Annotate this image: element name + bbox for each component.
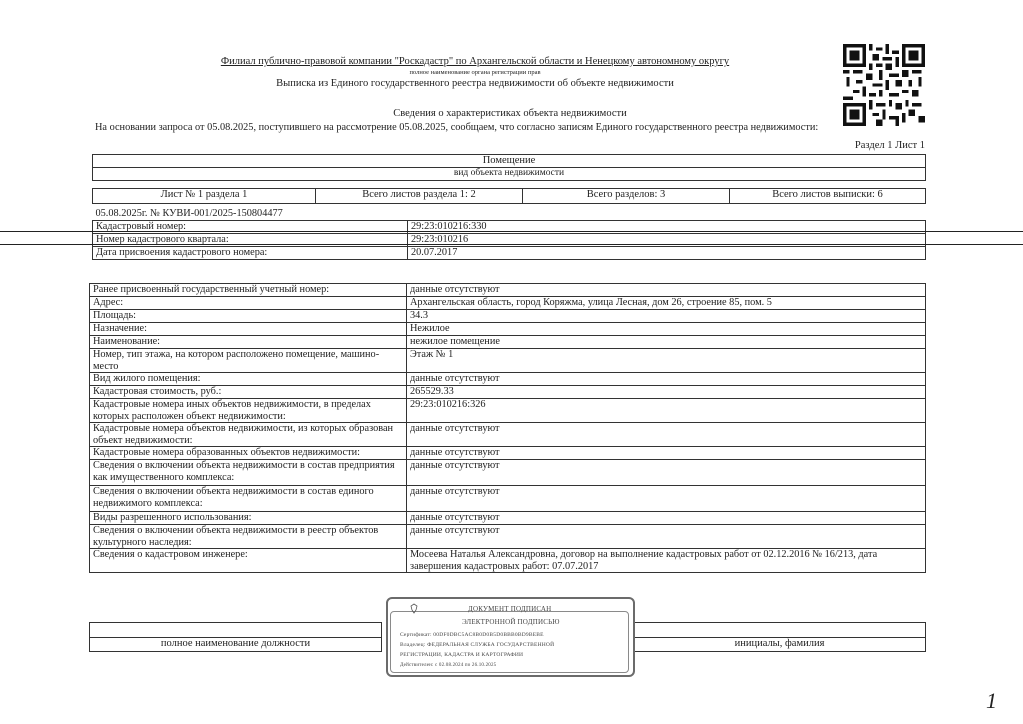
stamp-line5: РЕГИСТРАЦИИ, КАДАСТРА И КАРТОГРАФИИ bbox=[400, 652, 524, 658]
sheets-in-section: Всего листов раздела 1: 2 bbox=[316, 189, 523, 204]
org-caption: полное наименование органа регистрации прав bbox=[409, 69, 541, 76]
extract-subtitle: Сведения о характеристиках объекта недвижимости bbox=[393, 108, 627, 119]
org-name: Филиал публично-правовой компании "Роскадастр" по Архангельской области и Ненецкому автономному округу bbox=[220, 56, 730, 67]
stamp-line1: ДОКУМЕНТ ПОДПИСАН bbox=[468, 605, 552, 613]
row-value: 20.07.2017 bbox=[408, 246, 926, 259]
total-sections: Всего разделов: 3 bbox=[523, 189, 730, 204]
object-type-table bbox=[92, 154, 926, 181]
position-cell bbox=[90, 623, 382, 638]
stamp-line4: Владелец: ФЕДЕРАЛЬНАЯ СЛУЖБА ГОСУДАРСТВЕННОЙ bbox=[400, 642, 555, 648]
row-label: Сведения о кадастровом инженере: bbox=[90, 549, 407, 573]
emblem-icon bbox=[408, 603, 420, 615]
basis-text: На основании запроса от 05.08.2025, поступившего на рассмотрение 05.08.2025, сообщаем, что согласно записям Единого государственного реестра недвижимости: bbox=[95, 122, 819, 133]
row-label: Ранее присвоенный государственный учетный номер: bbox=[90, 284, 407, 297]
row-label: Дата присвоения кадастрового номера: bbox=[93, 246, 408, 259]
row-label: Кадастровые номера образованных объектов недвижимости: bbox=[90, 447, 407, 460]
row-label: Виды разрешенного использования: bbox=[90, 512, 407, 525]
row-value: Этаж № 1 bbox=[407, 349, 926, 373]
name-cell bbox=[634, 623, 926, 638]
total-sheets: Всего листов выписки: 6 bbox=[730, 189, 926, 204]
sheet-info-table bbox=[92, 188, 926, 204]
row-label: Номер, тип этажа, на котором расположено помещение, машино-место bbox=[90, 349, 407, 373]
row-value: данные отсутствуют bbox=[407, 284, 926, 297]
page-mark: 1 bbox=[986, 688, 997, 713]
row-value: 34.3 bbox=[407, 310, 926, 323]
row-value: 29:23:010216 bbox=[408, 233, 926, 246]
row-value: данные отсутствуют bbox=[407, 512, 926, 525]
object-type: Помещение bbox=[93, 155, 926, 168]
row-label: Сведения о включении объекта недвижимости в состав предприятия как имущественного комплекса: bbox=[90, 460, 407, 486]
section-label: Раздел 1 Лист 1 bbox=[854, 140, 925, 151]
position-caption: полное наименование должности bbox=[90, 638, 382, 652]
row-label: Кадастровый номер: bbox=[93, 220, 408, 233]
row-label: Назначение: bbox=[90, 323, 407, 336]
row-value: Мосеева Наталья Александровна, договор на выполнение кадастровых работ от 02.12.2016 № 16/213, дата завершения кадастровых работ: 07.07.2017 bbox=[407, 549, 926, 573]
row-value: данные отсутствуют bbox=[407, 486, 926, 512]
row-label: Вид жилого помещения: bbox=[90, 373, 407, 386]
row-value: данные отсутствуют bbox=[407, 423, 926, 447]
row-label: Наименование: bbox=[90, 336, 407, 349]
stamp-line2: ЭЛЕКТРОННОЙ ПОДПИСЬЮ bbox=[462, 618, 560, 626]
qr-code bbox=[843, 44, 925, 126]
row-value: нежилое помещение bbox=[407, 336, 926, 349]
characteristics-table bbox=[89, 283, 926, 573]
row-label: Адрес: bbox=[90, 297, 407, 310]
row-value: данные отсутствуют bbox=[407, 447, 926, 460]
object-type-caption: вид объекта недвижимости bbox=[93, 168, 926, 181]
sheet-number: Лист № 1 раздела 1 bbox=[93, 189, 316, 204]
row-value: Архангельская область, город Коряжма, улица Лесная, дом 26, строение 85, пом. 5 bbox=[407, 297, 926, 310]
row-label: Сведения о включении объекта недвижимости в реестр объектов культурного наследия: bbox=[90, 525, 407, 549]
redaction-line bbox=[0, 231, 1023, 232]
row-value: данные отсутствуют bbox=[407, 373, 926, 386]
row-value: данные отсутствуют bbox=[407, 525, 926, 549]
row-value: 29:23:010216:326 bbox=[407, 399, 926, 423]
name-caption: инициалы, фамилия bbox=[634, 638, 926, 652]
cadastral-table bbox=[92, 208, 926, 260]
row-label: Сведения о включении объекта недвижимости в состав единого недвижимого комплекса: bbox=[90, 486, 407, 512]
row-value: 265529.33 bbox=[407, 386, 926, 399]
document-number: 05.08.2025г. № КУВИ-001/2025-150804477 bbox=[93, 208, 926, 220]
redaction-line bbox=[0, 244, 1023, 245]
row-label: Кадастровые номера объектов недвижимости, из которых образован объект недвижимости: bbox=[90, 423, 407, 447]
row-label: Площадь: bbox=[90, 310, 407, 323]
row-label: Номер кадастрового квартала: bbox=[93, 233, 408, 246]
stamp-line6: Действителен: с 02.08.2024 по 26.10.2025 bbox=[400, 663, 497, 668]
e-signature-stamp bbox=[386, 597, 635, 677]
row-value: данные отсутствуют bbox=[407, 460, 926, 486]
row-label: Кадастровая стоимость, руб.: bbox=[90, 386, 407, 399]
extract-title: Выписка из Единого государственного реестра недвижимости об объекте недвижимости bbox=[276, 78, 674, 89]
stamp-line3: Сертификат: 00DF0DBC5AC8B0D0B5D0BBB0BD9BEBE bbox=[400, 632, 544, 638]
row-value: Нежилое bbox=[407, 323, 926, 336]
row-value: 29:23:010216:330 bbox=[408, 220, 926, 233]
row-label: Кадастровые номера иных объектов недвижимости, в пределах которых расположен объект недвижимости: bbox=[90, 399, 407, 423]
